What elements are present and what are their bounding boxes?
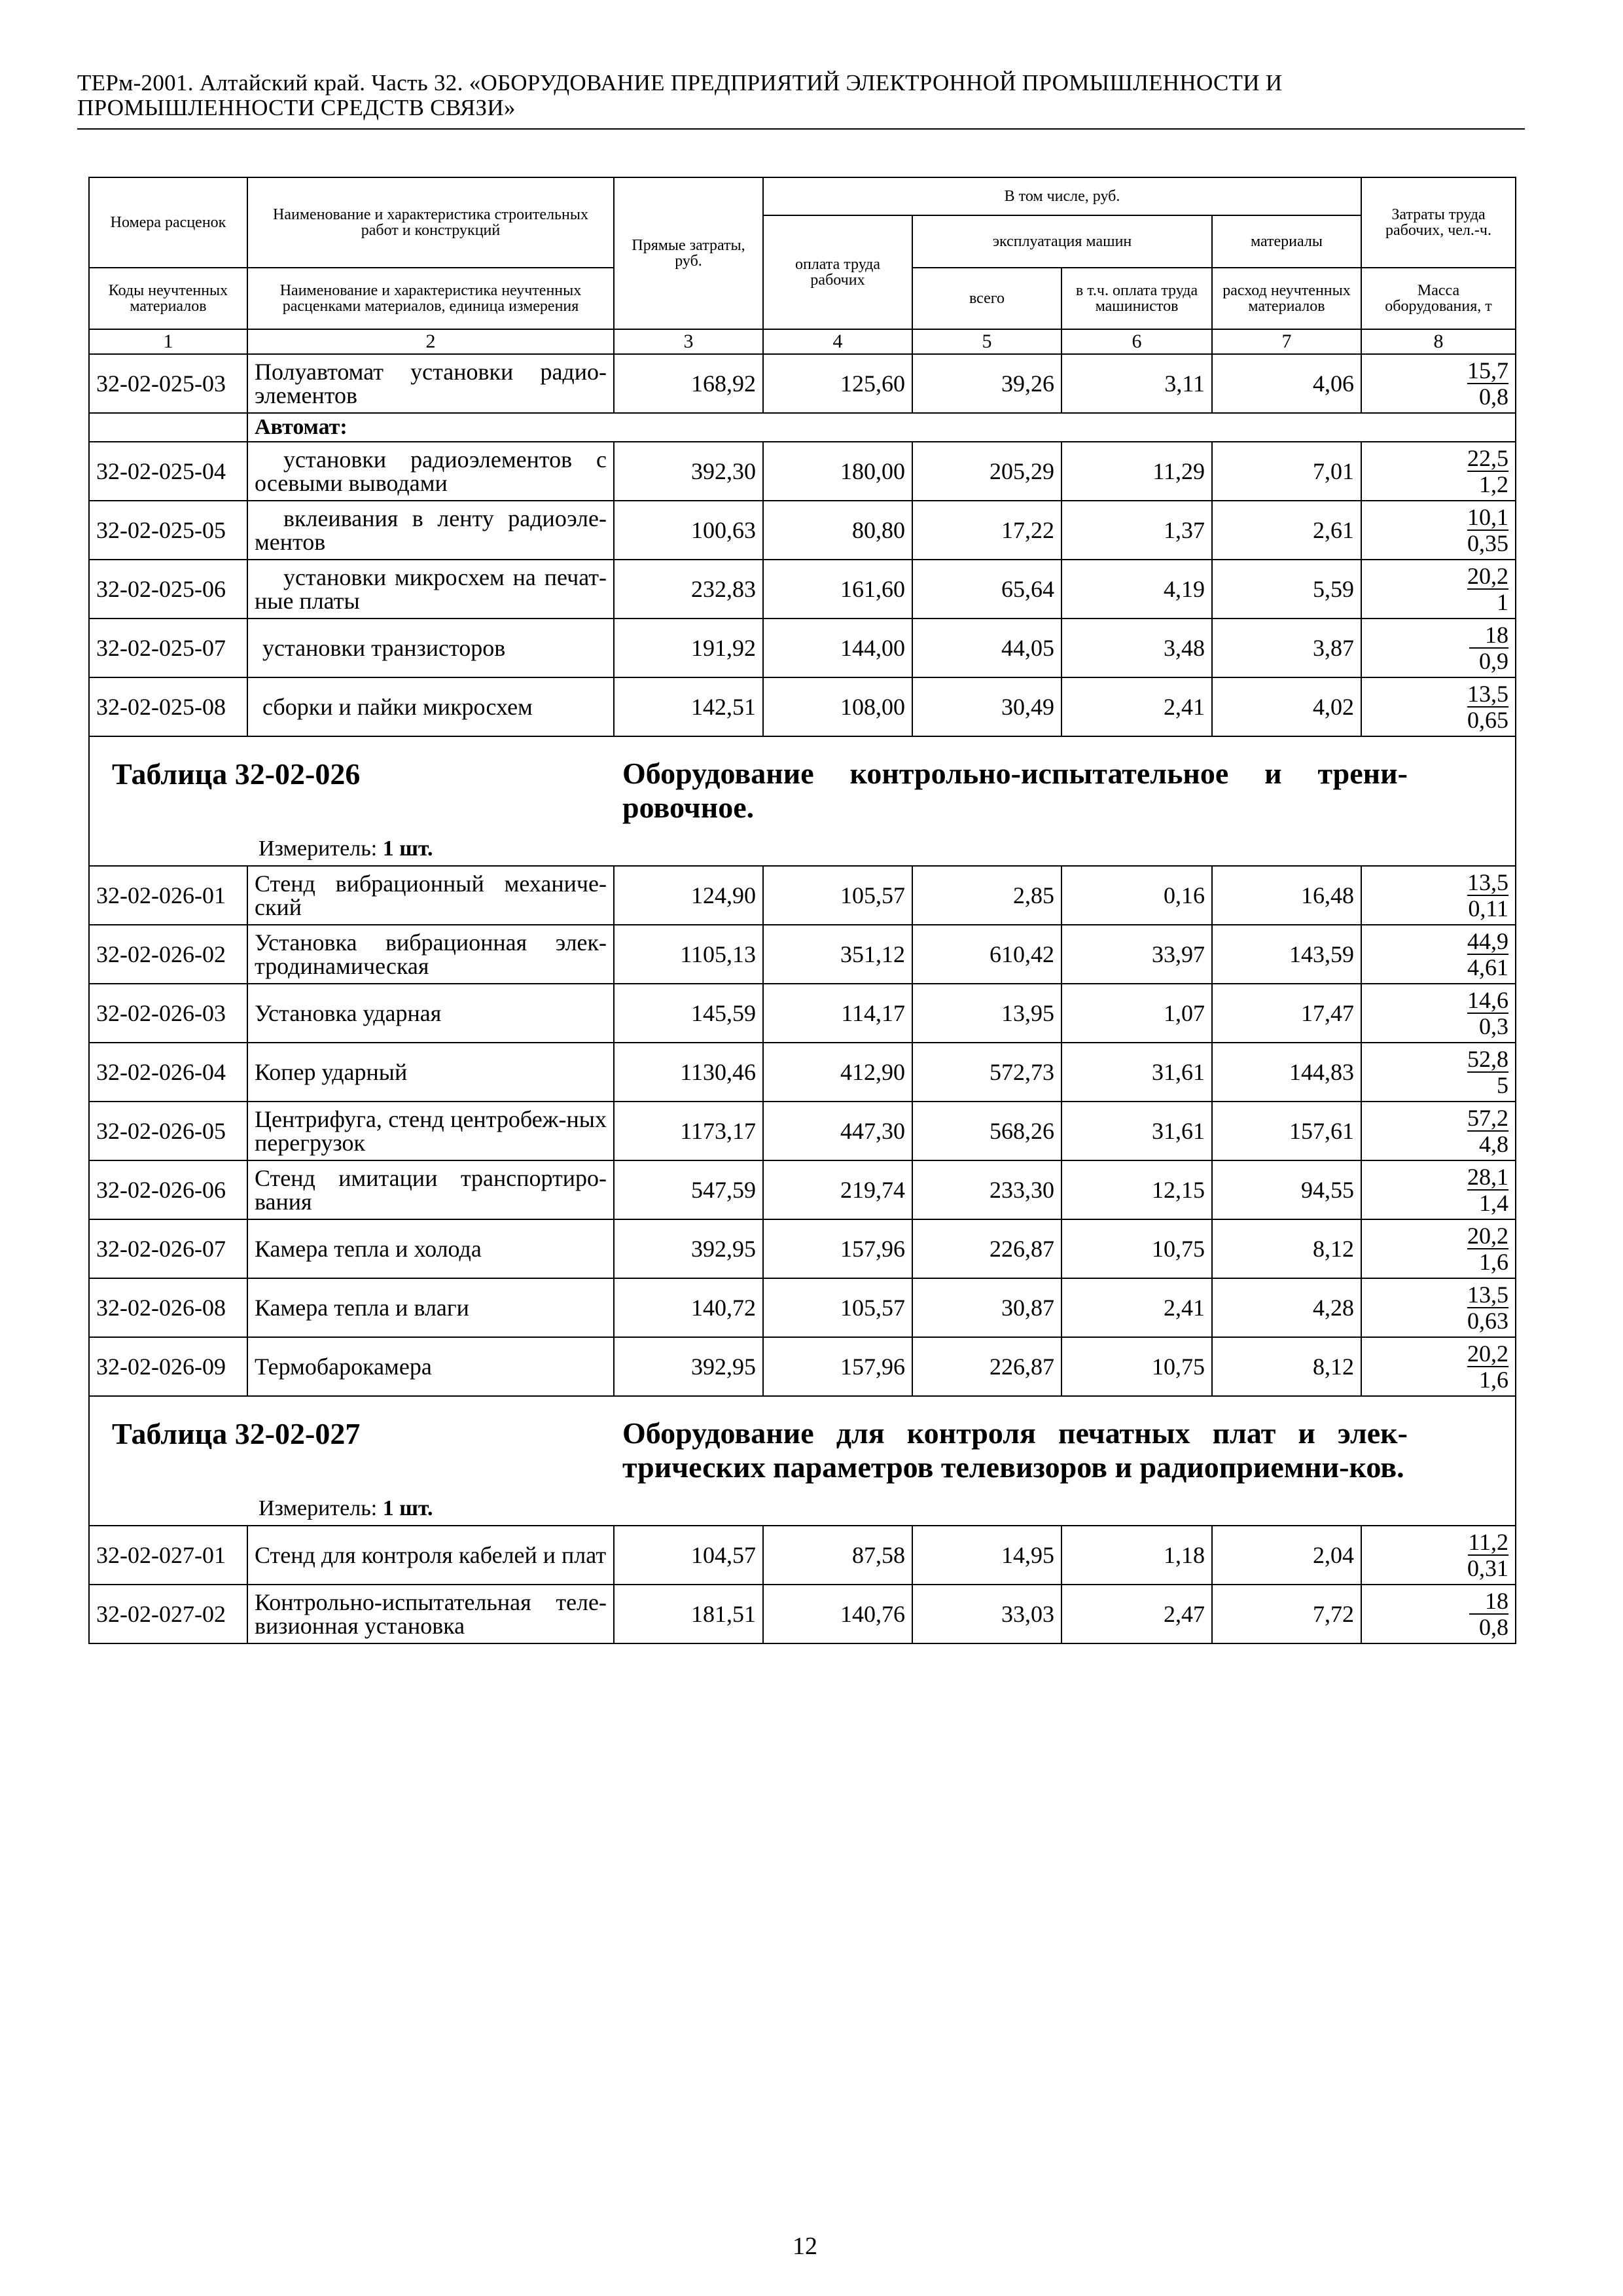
header-equipment-mass: Масса оборудования, т — [1361, 268, 1516, 329]
labor-and-mass — [1361, 984, 1516, 1043]
direct-costs: 100,63 — [614, 501, 763, 560]
rate-code: 32-02-026-07 — [89, 1219, 247, 1278]
table-row — [89, 925, 1516, 984]
labor-and-mass — [1361, 1219, 1516, 1278]
column-number: 8 — [1361, 329, 1516, 354]
header-including: В том числе, руб. — [763, 177, 1361, 215]
direct-costs: 181,51 — [614, 1585, 763, 1643]
materials-cost: 2,04 — [1212, 1526, 1361, 1585]
header-labor-costs: Затраты труда рабочих, чел.-ч. — [1361, 177, 1516, 268]
workers-wages: 161,60 — [763, 560, 912, 619]
direct-costs: 1130,46 — [614, 1043, 763, 1102]
rate-name: Термобарокамера — [247, 1337, 614, 1396]
equipment-mass: 0,9 — [1479, 648, 1508, 674]
table-row — [89, 1278, 1516, 1337]
labor-and-mass — [1361, 866, 1516, 925]
materials-cost: 94,55 — [1212, 1160, 1361, 1219]
machines-total: 205,29 — [912, 442, 1061, 501]
rate-name: Камера тепла и влаги — [247, 1278, 614, 1337]
machines-total: 30,87 — [912, 1278, 1061, 1337]
machinists-wages: 2,41 — [1061, 1278, 1212, 1337]
machines-total: 14,95 — [912, 1526, 1061, 1585]
table-row — [89, 1219, 1516, 1278]
workers-wages: 125,60 — [763, 354, 912, 413]
labor-and-mass — [1361, 1043, 1516, 1102]
column-numbers-row — [89, 329, 1516, 354]
labor-and-mass — [1361, 560, 1516, 619]
header-machines: эксплуатация машин — [912, 215, 1212, 268]
materials-cost: 7,01 — [1212, 442, 1361, 501]
direct-costs: 1173,17 — [614, 1102, 763, 1160]
table-number: Таблица 32-02-027 — [112, 1417, 361, 1450]
machines-total: 30,49 — [912, 677, 1061, 736]
table-caption — [89, 1396, 1516, 1526]
labor-costs: 20,2 — [1467, 1223, 1508, 1249]
equipment-mass: 1,6 — [1479, 1367, 1508, 1393]
labor-costs: 44,9 — [1467, 928, 1508, 954]
header-material-names: Наименование и характеристика неучтенных расценками материалов, единица измерения — [247, 268, 614, 329]
equipment-mass: 1 — [1497, 589, 1508, 615]
table-row — [89, 1043, 1516, 1102]
rate-code: 32-02-027-02 — [89, 1585, 247, 1643]
running-head-line-2: ПРОМЫШЛЕННОСТИ СРЕДСТВ СВЯЗИ» — [77, 95, 516, 120]
rate-name: Центрифуга, стенд центробеж-ных перегрузок — [247, 1102, 614, 1160]
table-row — [89, 1526, 1516, 1585]
header-materials: материалы — [1212, 215, 1361, 268]
header-direct-costs: Прямые затраты, руб. — [614, 177, 763, 329]
table-row — [89, 1160, 1516, 1219]
equipment-mass: 4,8 — [1479, 1131, 1508, 1157]
rate-code: 32-02-025-04 — [89, 442, 247, 501]
machinists-wages: 11,29 — [1061, 442, 1212, 501]
table-caption-row — [89, 736, 1516, 866]
materials-cost: 144,83 — [1212, 1043, 1361, 1102]
direct-costs: 392,95 — [614, 1337, 763, 1396]
labor-costs: 10,1 — [1467, 504, 1508, 530]
rate-code: 32-02-025-05 — [89, 501, 247, 560]
direct-costs: 232,83 — [614, 560, 763, 619]
direct-costs: 1105,13 — [614, 925, 763, 984]
table-caption-row — [89, 1396, 1516, 1526]
machines-total: 226,87 — [912, 1219, 1061, 1278]
header-material-codes: Коды неучтенных материалов — [89, 268, 247, 329]
running-head-line-1: ТЕРм-2001. Алтайский край. Часть 32. «ОБОРУДОВАНИЕ ПРЕДПРИЯТИЙ ЭЛЕКТРОННОЙ ПРОМЫШЛЕННОСТИ И — [77, 70, 1283, 96]
workers-wages: 180,00 — [763, 442, 912, 501]
machinists-wages: 33,97 — [1061, 925, 1212, 984]
machines-total: 33,03 — [912, 1585, 1061, 1643]
direct-costs: 547,59 — [614, 1160, 763, 1219]
table-row — [89, 866, 1516, 925]
column-number: 7 — [1212, 329, 1361, 354]
labor-costs: 11,2 — [1468, 1529, 1508, 1555]
direct-costs: 145,59 — [614, 984, 763, 1043]
materials-cost: 8,12 — [1212, 1219, 1361, 1278]
rate-code: 32-02-026-05 — [89, 1102, 247, 1160]
labor-costs: 20,2 — [1467, 1340, 1508, 1367]
page-number: 12 — [793, 2233, 817, 2260]
machinists-wages: 4,19 — [1061, 560, 1212, 619]
table-row — [89, 1585, 1516, 1643]
materials-cost: 4,02 — [1212, 677, 1361, 736]
machinists-wages: 1,18 — [1061, 1526, 1212, 1585]
labor-costs: 52,8 — [1467, 1046, 1508, 1072]
measure-value: 1 шт. — [382, 1496, 433, 1520]
machinists-wages: 3,48 — [1061, 619, 1212, 677]
labor-and-mass — [1361, 1585, 1516, 1643]
labor-costs: 13,5 — [1467, 869, 1508, 895]
labor-costs: 57,2 — [1467, 1105, 1508, 1131]
table-number: Таблица 32-02-026 — [112, 757, 361, 791]
materials-cost: 16,48 — [1212, 866, 1361, 925]
equipment-mass: 0,11 — [1468, 895, 1508, 922]
rate-code: 32-02-026-03 — [89, 984, 247, 1043]
workers-wages: 105,57 — [763, 866, 912, 925]
rate-code: 32-02-025-07 — [89, 619, 247, 677]
workers-wages: 105,57 — [763, 1278, 912, 1337]
rate-code: 32-02-025-06 — [89, 560, 247, 619]
direct-costs: 392,95 — [614, 1219, 763, 1278]
column-number: 4 — [763, 329, 912, 354]
table-row — [89, 984, 1516, 1043]
labor-and-mass — [1361, 1102, 1516, 1160]
rate-name: Камера тепла и холода — [247, 1219, 614, 1278]
machinists-wages: 31,61 — [1061, 1043, 1212, 1102]
header-wages: оплата труда рабочих — [763, 215, 912, 329]
header-work-name: Наименование и характеристика строительных работ и конструкций — [247, 177, 614, 268]
rate-name: установки микросхем на печат-ные платы — [247, 560, 614, 619]
workers-wages: 447,30 — [763, 1102, 912, 1160]
subheading-row — [89, 413, 1516, 442]
equipment-mass: 0,31 — [1467, 1555, 1508, 1581]
rate-name: Контрольно-испытательная теле-визионная установка — [247, 1585, 614, 1643]
header-rate-numbers: Номера расценок — [89, 177, 247, 268]
rate-code: 32-02-026-02 — [89, 925, 247, 984]
table-row — [89, 1102, 1516, 1160]
workers-wages: 80,80 — [763, 501, 912, 560]
machinists-wages: 1,07 — [1061, 984, 1212, 1043]
labor-costs: 28,1 — [1467, 1164, 1508, 1190]
blank-cell — [89, 413, 247, 442]
table-row — [89, 354, 1516, 413]
labor-and-mass — [1361, 1526, 1516, 1585]
materials-cost: 4,28 — [1212, 1278, 1361, 1337]
labor-and-mass — [1361, 1278, 1516, 1337]
machinists-wages: 12,15 — [1061, 1160, 1212, 1219]
workers-wages: 108,00 — [763, 677, 912, 736]
workers-wages: 351,12 — [763, 925, 912, 984]
rate-code: 32-02-026-01 — [89, 866, 247, 925]
direct-costs: 142,51 — [614, 677, 763, 736]
materials-cost: 143,59 — [1212, 925, 1361, 984]
workers-wages: 157,96 — [763, 1337, 912, 1396]
machines-total: 226,87 — [912, 1337, 1061, 1396]
labor-costs: 22,5 — [1467, 445, 1508, 471]
workers-wages: 140,76 — [763, 1585, 912, 1643]
machines-total: 39,26 — [912, 354, 1061, 413]
direct-costs: 191,92 — [614, 619, 763, 677]
rate-name: вклеивания в ленту радиоэле-ментов — [247, 501, 614, 560]
rate-name: сборки и пайки микросхем — [247, 677, 614, 736]
direct-costs: 140,72 — [614, 1278, 763, 1337]
table-title: Оборудование контрольно-испытательное и трени-ровочное. — [622, 757, 1408, 824]
rate-code: 32-02-026-06 — [89, 1160, 247, 1219]
labor-costs: 18 — [1469, 1589, 1508, 1615]
machines-total: 65,64 — [912, 560, 1061, 619]
workers-wages: 114,17 — [763, 984, 912, 1043]
equipment-mass: 0,65 — [1467, 707, 1508, 733]
measure-label: Измеритель: — [259, 1496, 378, 1520]
header-material-consumption: расход неучтенных материалов — [1212, 268, 1361, 329]
rate-name: установки радиоэлементов с осевыми выводами — [247, 442, 614, 501]
table-caption — [89, 736, 1516, 866]
machines-total: 572,73 — [912, 1043, 1061, 1102]
table-row — [89, 501, 1516, 560]
machinists-wages: 1,37 — [1061, 501, 1212, 560]
labor-costs: 14,6 — [1467, 987, 1508, 1013]
rate-code: 32-02-026-09 — [89, 1337, 247, 1396]
machines-total: 17,22 — [912, 501, 1061, 560]
labor-and-mass — [1361, 925, 1516, 984]
labor-and-mass — [1361, 442, 1516, 501]
workers-wages: 157,96 — [763, 1219, 912, 1278]
rate-name: Стенд имитации транспортиро-вания — [247, 1160, 614, 1219]
machinists-wages: 0,16 — [1061, 866, 1212, 925]
rate-name: установки транзисторов — [247, 619, 614, 677]
workers-wages: 219,74 — [763, 1160, 912, 1219]
rate-name: Установка вибрационная элек-тродинамическая — [247, 925, 614, 984]
labor-and-mass — [1361, 354, 1516, 413]
labor-and-mass — [1361, 1160, 1516, 1219]
machines-total: 610,42 — [912, 925, 1061, 984]
equipment-mass: 0,3 — [1479, 1013, 1508, 1039]
equipment-mass: 1,6 — [1479, 1249, 1508, 1275]
materials-cost: 8,12 — [1212, 1337, 1361, 1396]
labor-and-mass — [1361, 619, 1516, 677]
machinists-wages: 31,61 — [1061, 1102, 1212, 1160]
labor-costs: 20,2 — [1467, 563, 1508, 589]
table-row — [89, 442, 1516, 501]
rate-name: Стенд для контроля кабелей и плат — [247, 1526, 614, 1585]
rate-code: 32-02-027-01 — [89, 1526, 247, 1585]
equipment-mass: 0,63 — [1467, 1308, 1508, 1334]
machines-total: 2,85 — [912, 866, 1061, 925]
equipment-mass: 0,8 — [1479, 1614, 1508, 1640]
header-machinists-wages: в т.ч. оплата труда машинистов — [1061, 268, 1212, 329]
header-machines-total: всего — [912, 268, 1061, 329]
materials-cost: 7,72 — [1212, 1585, 1361, 1643]
equipment-mass: 0,35 — [1467, 530, 1508, 556]
machinists-wages: 2,47 — [1061, 1585, 1212, 1643]
direct-costs: 168,92 — [614, 354, 763, 413]
rates-table — [88, 177, 1516, 1644]
table-title: Оборудование для контроля печатных плат и элек-трических параметров телевизоров и радиоприемни-ков. — [622, 1416, 1408, 1484]
machinists-wages: 2,41 — [1061, 677, 1212, 736]
materials-cost: 3,87 — [1212, 619, 1361, 677]
equipment-mass: 0,8 — [1479, 384, 1508, 410]
materials-cost: 4,06 — [1212, 354, 1361, 413]
workers-wages: 87,58 — [763, 1526, 912, 1585]
materials-cost: 5,59 — [1212, 560, 1361, 619]
machines-total: 568,26 — [912, 1102, 1061, 1160]
machinists-wages: 10,75 — [1061, 1337, 1212, 1396]
workers-wages: 144,00 — [763, 619, 912, 677]
machines-total: 44,05 — [912, 619, 1061, 677]
column-number: 1 — [89, 329, 247, 354]
direct-costs: 392,30 — [614, 442, 763, 501]
materials-cost: 157,61 — [1212, 1102, 1361, 1160]
labor-costs: 18 — [1469, 623, 1508, 649]
column-number: 2 — [247, 329, 614, 354]
rate-code: 32-02-026-08 — [89, 1278, 247, 1337]
table-row — [89, 619, 1516, 677]
rate-name: Полуавтомат установки радио-элементов — [247, 354, 614, 413]
table-row — [89, 1337, 1516, 1396]
labor-and-mass — [1361, 1337, 1516, 1396]
equipment-mass: 5 — [1497, 1072, 1508, 1098]
subheading-automat: Автомат: — [247, 413, 1516, 442]
measure-label: Измеритель: — [259, 836, 378, 861]
materials-cost: 2,61 — [1212, 501, 1361, 560]
column-number: 6 — [1061, 329, 1212, 354]
labor-costs: 13,5 — [1467, 1282, 1508, 1308]
column-number: 5 — [912, 329, 1061, 354]
table-row — [89, 677, 1516, 736]
table-row — [89, 560, 1516, 619]
measure-unit — [96, 1484, 1508, 1525]
machines-total: 13,95 — [912, 984, 1061, 1043]
measure-value: 1 шт. — [382, 836, 433, 861]
rate-name: Установка ударная — [247, 984, 614, 1043]
rate-code: 32-02-026-04 — [89, 1043, 247, 1102]
labor-and-mass — [1361, 677, 1516, 736]
labor-costs: 15,7 — [1467, 357, 1508, 384]
labor-costs: 13,5 — [1467, 681, 1508, 707]
workers-wages: 412,90 — [763, 1043, 912, 1102]
column-number: 3 — [614, 329, 763, 354]
rate-code: 32-02-025-03 — [89, 354, 247, 413]
machinists-wages: 3,11 — [1061, 354, 1212, 413]
rate-name: Стенд вибрационный механиче-ский — [247, 866, 614, 925]
rate-name: Копер ударный — [247, 1043, 614, 1102]
materials-cost: 17,47 — [1212, 984, 1361, 1043]
header-rule — [77, 128, 1525, 130]
direct-costs: 124,90 — [614, 866, 763, 925]
equipment-mass: 4,61 — [1467, 954, 1508, 980]
measure-unit — [96, 825, 1508, 865]
rate-code: 32-02-025-08 — [89, 677, 247, 736]
equipment-mass: 1,2 — [1479, 471, 1508, 497]
labor-and-mass — [1361, 501, 1516, 560]
machinists-wages: 10,75 — [1061, 1219, 1212, 1278]
machines-total: 233,30 — [912, 1160, 1061, 1219]
equipment-mass: 1,4 — [1479, 1190, 1508, 1216]
direct-costs: 104,57 — [614, 1526, 763, 1585]
running-head — [77, 71, 1517, 120]
